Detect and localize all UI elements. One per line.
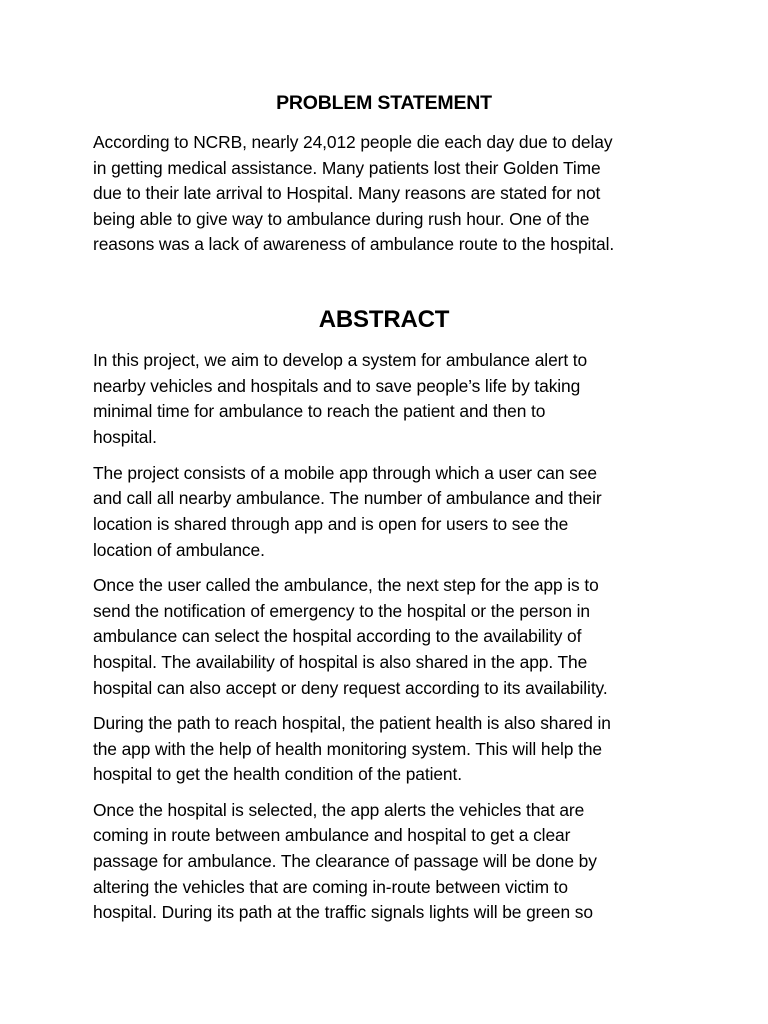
abstract-line: In this project, we aim to develop a system for ambulance alert to	[93, 350, 588, 370]
abstract-line: send the notification of emergency to the hospital or the person in	[93, 601, 590, 621]
abstract-line: passage for ambulance. The clearance of passage will be done by	[93, 851, 597, 871]
abstract-line: hospital can also accept or deny request according to its availability.	[93, 678, 608, 698]
abstract-line: the app with the help of health monitoring system. This will help the	[93, 739, 602, 759]
abstract-line: altering the vehicles that are coming in-route between victim to	[93, 877, 568, 897]
abstract-line: minimal time for ambulance to reach the patient and then to	[93, 401, 546, 421]
abstract-line: hospital.	[93, 427, 157, 447]
abstract-line: location of ambulance.	[93, 540, 265, 560]
problem-statement-line: due to their late arrival to Hospital. Many reasons are stated for not	[93, 183, 601, 203]
abstract-line: ambulance can select the hospital according to the availability of	[93, 626, 582, 646]
problem-statement-line: reasons was a lack of awareness of ambulance route to the hospital.	[93, 234, 615, 254]
abstract-heading: ABSTRACT	[318, 306, 450, 333]
abstract-line: coming in route between ambulance and hospital to get a clear	[93, 825, 571, 845]
abstract-line: nearby vehicles and hospitals and to save people’s life by taking	[93, 376, 581, 396]
abstract-line: and call all nearby ambulance. The number of ambulance and their	[93, 488, 602, 508]
problem-statement-line: in getting medical assistance. Many patients lost their Golden Time	[93, 158, 601, 178]
abstract-line: hospital. During its path at the traffic signals lights will be green so	[93, 902, 593, 922]
problem-statement-line: being able to give way to ambulance during rush hour. One of the	[93, 209, 590, 229]
problem-statement-line: According to NCRB, nearly 24,012 people die each day due to delay	[93, 132, 613, 152]
abstract-line: location is shared through app and is open for users to see the	[93, 514, 569, 534]
abstract-line: The project consists of a mobile app through which a user can see	[93, 463, 597, 483]
abstract-line: Once the hospital is selected, the app alerts the vehicles that are	[93, 800, 585, 820]
abstract-line: hospital to get the health condition of the patient.	[93, 764, 462, 784]
abstract-line: hospital. The availability of hospital is also shared in the app. The	[93, 652, 588, 672]
abstract-line: Once the user called the ambulance, the next step for the app is to	[93, 575, 599, 595]
problem-statement-heading: PROBLEM STATEMENT	[276, 92, 492, 114]
abstract-line: During the path to reach hospital, the patient health is also shared in	[93, 713, 611, 733]
